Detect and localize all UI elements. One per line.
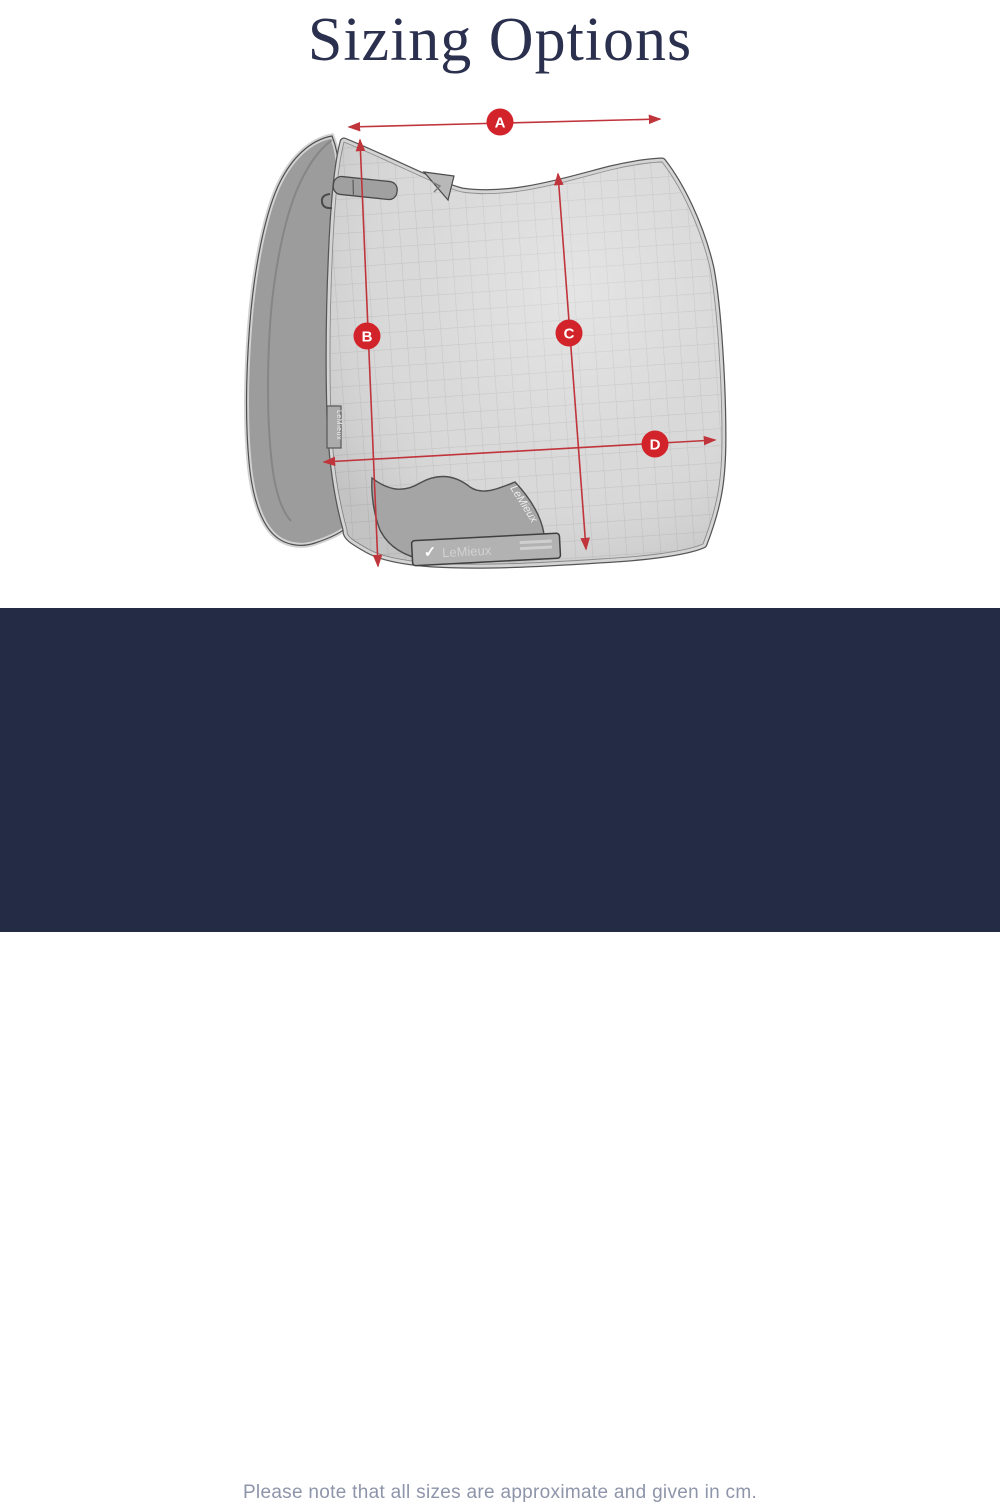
side-tab-label bbox=[327, 406, 342, 448]
bottom-label-brand-text: LeMieux bbox=[441, 542, 492, 561]
page-title: Sizing Options bbox=[307, 6, 693, 74]
saddle-pad-illustration bbox=[0, 0, 1000, 608]
col-header-a: A bbox=[586, 1285, 604, 1312]
row-sm-size: S\M bbox=[64, 1339, 105, 1365]
row-sm-horse-size: 13hh-14.2hh bbox=[203, 1339, 331, 1365]
row-large-c: 54cm bbox=[763, 1392, 819, 1417]
saddle-pad-diagram bbox=[0, 0, 1000, 608]
row-large-a: 55cm bbox=[567, 1392, 623, 1417]
row-large-horse-size: 14.3hh & over bbox=[196, 1392, 338, 1417]
row-sm-a: 49cm bbox=[567, 1339, 623, 1365]
col-header-saddle-size: Saddle SIZE bbox=[386, 1285, 524, 1312]
sizing-note: Please note that all sizes are approximate and given in cm. bbox=[242, 1482, 758, 1503]
col-header-c: C bbox=[782, 1285, 800, 1312]
sizing-table-panel bbox=[0, 608, 1000, 1503]
row-sm-b: 57cm bbox=[665, 1339, 721, 1365]
col-header-d: D bbox=[880, 1285, 898, 1312]
marker-b-letter: B bbox=[361, 328, 373, 346]
col-header-horse-size: HORSE SIZE bbox=[195, 1285, 339, 1312]
side-tab-brand-text: LeMieux bbox=[335, 410, 342, 440]
row-large-saddle-size: 16.5” & over bbox=[393, 1392, 517, 1417]
row-large-b: 58cm bbox=[665, 1392, 721, 1417]
col-header-b: B bbox=[684, 1285, 702, 1312]
row-sm-saddle-size: Up to 16” bbox=[408, 1339, 502, 1365]
label-check-icon: ✓ bbox=[423, 543, 437, 562]
row-sm-d: 57cm bbox=[861, 1339, 917, 1365]
marker-a-letter: A bbox=[494, 114, 506, 132]
row-large-d: 63cm bbox=[861, 1392, 917, 1417]
row-sm-c: 53cm bbox=[763, 1339, 819, 1365]
col-header-size: SIZE bbox=[58, 1285, 112, 1312]
marker-c-letter: C bbox=[563, 325, 575, 343]
size-table bbox=[0, 1272, 938, 1431]
girth-patch-brand-text: LeMieux bbox=[507, 483, 540, 525]
marker-d-letter: D bbox=[649, 436, 661, 454]
row-large-size: Large bbox=[56, 1392, 114, 1417]
